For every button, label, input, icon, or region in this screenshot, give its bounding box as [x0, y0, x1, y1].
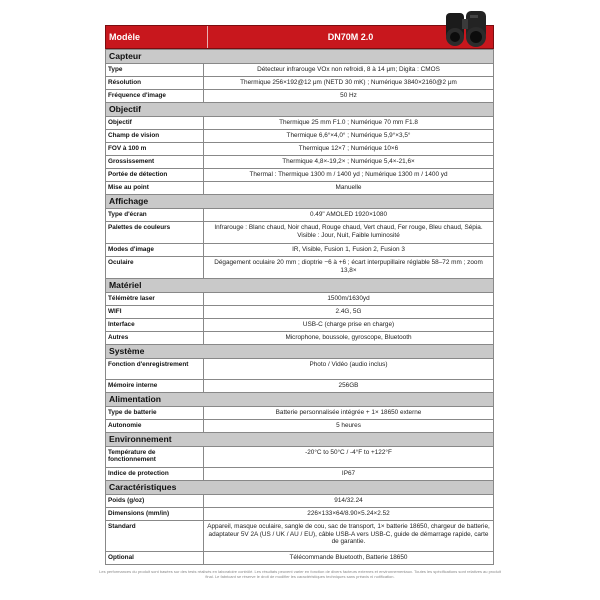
- spec-row: [105, 467, 494, 480]
- spec-value: Thermique 12×7 ; Numérique 10×6: [298, 145, 399, 152]
- spec-row: [105, 520, 494, 551]
- spec-value: 256GB: [338, 382, 359, 389]
- spec-label: Fréquence d'image: [106, 90, 204, 102]
- spec-label: Télémètre laser: [106, 293, 204, 305]
- section-title: Caractéristiques: [105, 480, 494, 494]
- section-title: Matériel: [105, 278, 494, 292]
- spec-row: [105, 292, 494, 305]
- model-header: [105, 25, 494, 49]
- spec-value: USB-C (charge prise en charge): [302, 321, 395, 328]
- spec-label: Autres: [106, 332, 204, 344]
- spec-value: Manuelle: [335, 184, 362, 191]
- spec-sheet: [105, 25, 494, 565]
- spec-label: Type d'écran: [106, 209, 204, 221]
- spec-value: Batterie personnalisée intégrée + 1× 18650 externe: [275, 409, 422, 416]
- section-title: Objectif: [105, 102, 494, 116]
- spec-value: -20°C to 50°C / -4°F to +122°F: [305, 449, 392, 456]
- spec-label: Palettes de couleurs: [106, 222, 204, 243]
- spec-label: Dimensions (mm/in): [106, 508, 204, 520]
- spec-row: [105, 155, 494, 168]
- spec-value: 2.4G, 5G: [335, 308, 362, 315]
- spec-row: [105, 142, 494, 155]
- spec-row: [105, 494, 494, 507]
- spec-label: WIFI: [106, 306, 204, 318]
- spec-row: [105, 507, 494, 520]
- model-name: DN70M 2.0: [327, 32, 374, 42]
- spec-label: Portée de détection: [106, 169, 204, 181]
- spec-value: Thermal : Thermique 1300 m / 1400 yd ; Numérique 1300 m / 1400 yd: [249, 171, 448, 178]
- spec-row: [105, 318, 494, 331]
- spec-value: Télécommande Bluetooth, Batterie 18650: [289, 554, 408, 561]
- spec-label: Champ de vision: [106, 130, 204, 142]
- spec-row: [105, 89, 494, 102]
- section-title: Affichage: [105, 194, 494, 208]
- section-title: Capteur: [105, 49, 494, 63]
- spec-label: Fonction d'enregistrement: [106, 359, 204, 379]
- spec-label: Mémoire interne: [106, 380, 204, 392]
- spec-row: [105, 63, 494, 76]
- spec-row: [105, 208, 494, 221]
- spec-row: [105, 446, 494, 467]
- spec-value: IP67: [341, 470, 356, 477]
- spec-value: Thermique 6,6°×4,0° ; Numérique 5,9°×3,5°: [286, 132, 411, 139]
- spec-value: Photo / Vidéo (audio inclus): [309, 361, 388, 368]
- spec-label: Oculaire: [106, 257, 204, 278]
- spec-row: [105, 221, 494, 243]
- spec-label: Autonomie: [106, 420, 204, 432]
- spec-value: IR, Visible, Fusion 1, Fusion 2, Fusion 3: [292, 246, 405, 253]
- spec-value: 914/32.24: [334, 497, 363, 504]
- spec-row: [105, 181, 494, 194]
- spec-label: Standard: [106, 521, 204, 551]
- spec-row: [105, 305, 494, 318]
- spec-row: [105, 256, 494, 278]
- spec-label: Objectif: [106, 117, 204, 129]
- spec-value: Thermique 256×192@12 μm (NETD 30 mK) ; Numérique 3840×2160@2 μm: [240, 79, 457, 86]
- spec-value: 50 Hz: [340, 92, 357, 99]
- spec-row: [105, 76, 494, 89]
- spec-value: Infrarouge : Blanc chaud, Noir chaud, Rouge chaud, Vert chaud, Fer rouge, Bleu chaud, Sépia. Visible : Jour, Nuit, Faible luminosité: [214, 224, 483, 239]
- spec-label: Type: [106, 64, 204, 76]
- spec-sections: [105, 49, 494, 565]
- spec-label: Type de batterie: [106, 407, 204, 419]
- spec-label: FOV à 100 m: [106, 143, 204, 155]
- spec-value: Microphone, boussole, gyroscope, Bluetooth: [285, 334, 412, 341]
- spec-value: 5 heures: [336, 422, 361, 429]
- spec-row: [105, 129, 494, 142]
- section-title: Environnement: [105, 432, 494, 446]
- spec-row: [105, 116, 494, 129]
- footnote: Les performances du produit sont basées sur des tests réalisés en laboratoire contrôlé. Les résultats peuvent varier en fonction de divers facteurs externes et environnementaux. Toutes les spécifications sont relatives au produit final. Le fabricant se réserve le droit de modifier les caractéristiques techniques sans préavis ni notification.: [99, 569, 501, 579]
- spec-row: [105, 419, 494, 432]
- spec-value: Détecteur infrarouge VOx non refroidi, 8 à 14 μm; Digita : CMOS: [257, 66, 440, 73]
- spec-value: 226×133×64/8.90×5.24×2.52: [307, 510, 390, 517]
- spec-label: Interface: [106, 319, 204, 331]
- header-label: Modèle: [106, 26, 208, 48]
- spec-value: Thermique 25 mm F1.0 ; Numérique 70 mm F1.8: [279, 119, 418, 126]
- spec-label: Poids (g/oz): [106, 495, 204, 507]
- binocular-product-image: [440, 7, 492, 51]
- section-title: Système: [105, 344, 494, 358]
- spec-label: Mise au point: [106, 182, 204, 194]
- spec-label: Température de fonctionnement: [106, 447, 204, 467]
- spec-row: [105, 551, 494, 565]
- spec-label: Indice de protection: [106, 468, 204, 480]
- spec-row: [105, 243, 494, 256]
- section-title: Alimentation: [105, 392, 494, 406]
- spec-value: 1500m/1630yd: [327, 295, 370, 302]
- spec-label: Modes d'image: [106, 244, 204, 256]
- spec-row: [105, 168, 494, 181]
- spec-value: 0.49" AMOLED 1920×1080: [309, 211, 388, 218]
- spec-label: Résolution: [106, 77, 204, 89]
- spec-value: Thermique 4,8×-19,2× ; Numérique 5,4×-21,6×: [282, 158, 415, 165]
- spec-label: Grossissement: [106, 156, 204, 168]
- spec-row: [105, 406, 494, 419]
- spec-value: Dégagement oculaire 20 mm ; dioptrie −6 à +6 ; écart interpupillaire réglable 58–72 mm ; zoom 13,8×: [214, 259, 483, 274]
- spec-value: Appareil, masque oculaire, sangle de cou, sac de transport, 1× batterie 18650, chargeur de batterie, adaptateur 5V 2A (US / UK / AU / EU), câble USB-A vers USB-C, guide de démarrage rapide, carte de garantie.: [207, 523, 490, 546]
- spec-row: [105, 358, 494, 379]
- spec-row: [105, 379, 494, 392]
- spec-row: [105, 331, 494, 344]
- spec-label: Optional: [106, 552, 204, 564]
